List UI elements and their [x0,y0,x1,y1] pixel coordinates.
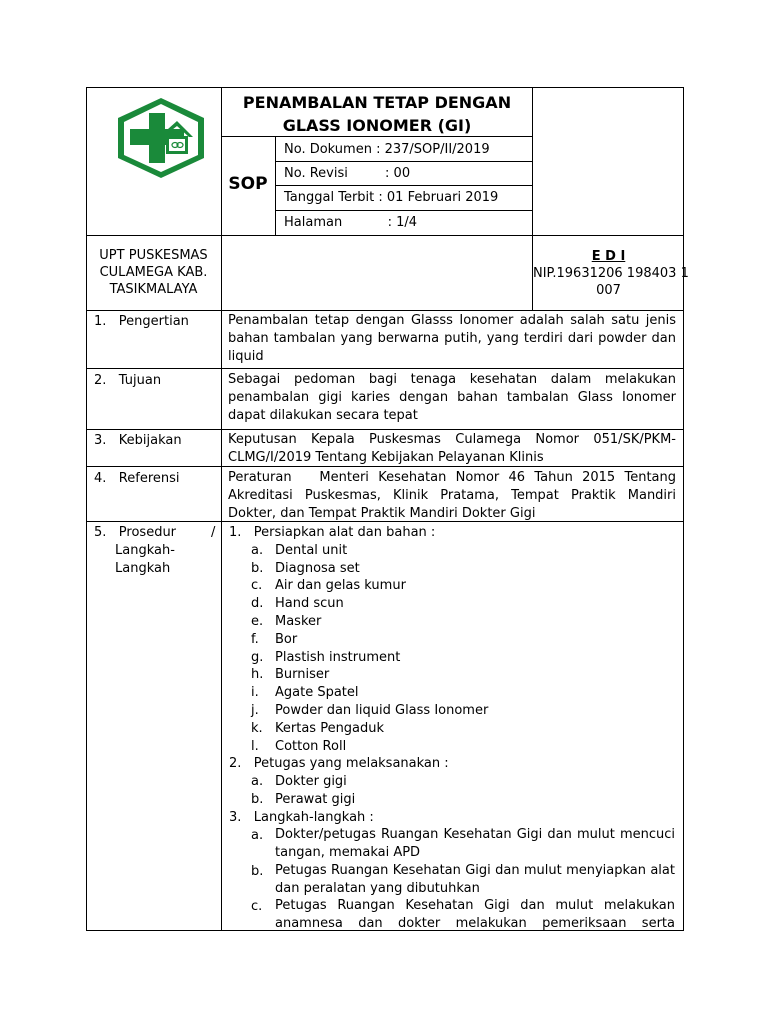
list-item-letter: b. [251,561,264,576]
kebijakan-text: Keputusan Kepala Puskesmas Culamega Nomor 051/SK/PKM-CLMG/I/2019 Tentang Kebijakan Pelayanan Klinis [228,432,676,465]
prosedur-label-line-3: Langkah [115,561,171,576]
list-item: Bor [275,632,298,647]
list-item: Dental unit [275,543,348,558]
revision-number: No. Revisi : 00 [284,166,411,181]
list-item-letter: h. [251,667,264,682]
issue-date: Tanggal Terbit : 01 Februari 2019 [284,190,499,205]
list-item: Plastish instrument [275,650,401,665]
list-item: Perawat gigi [275,792,356,807]
list-item-letter: l. [251,739,259,754]
signatory-nip-line-1: NIP.19631206 198403 1 [533,266,689,281]
list-item: Dokter/petugas Ruangan Kesehatan Gigi dan mulut mencuci tangan, memakai APD [275,827,675,860]
page-number: Halaman : 1/4 [284,215,418,230]
doc-number: No. Dokumen : 237/SOP/II/2019 [284,142,490,157]
title-line-1: PENAMBALAN TETAP DENGAN [242,93,512,112]
list-item-letter: k. [251,721,263,736]
list-item-letter: b. [251,792,264,807]
signatory-name: E D I [591,249,626,264]
prosedur-label-line-1: 5. Prosedur [94,525,177,540]
pengertian-label: 1. Pengertian [94,314,189,329]
prosedur-label-line-2: Langkah- [115,543,175,558]
title-line-2: GLASS IONOMER (GI) [282,116,472,135]
pengertian-text: Penambalan tetap dengan Glasss Ionomer adalah salah satu jenis bahan tambalan yang berwarna putih, yang terdiri dari powder dan liquid [228,313,676,364]
list-item-letter: e. [251,614,264,629]
list-item-letter: i. [251,685,259,700]
list-item: Agate Spatel [275,685,359,700]
list-item-letter: a. [251,774,264,789]
signatory-nip-line-2: 007 [596,283,621,298]
document-title [222,91,532,137]
list-item: Diagnosa set [275,561,360,576]
referensi-text: Peraturan Menteri Kesehatan Nomor 46 Tahun 2015 Tentang Akreditasi Puskesmas, Klinik Pratama, Tempat Praktik Mandiri Dokter, dan Tempat Praktik Mandiri Dokter Gigi [228,470,681,521]
list-item: Petugas Ruangan Kesehatan Gigi dan mulut menyiapkan alat dan peralatan yang dibutuhkan [275,863,675,896]
list-item: Dokter gigi [275,774,347,789]
list-item-letter: c. [251,899,263,914]
step-1-title: 1. Persiapkan alat dan bahan : [229,525,436,540]
signatory-block [533,248,689,299]
list-item-letter: d. [251,596,264,611]
list-item-letter: j. [251,703,259,718]
kebijakan-label: 3. Kebijakan [94,433,182,448]
list-item: Hand scun [275,596,344,611]
list-item: Masker [275,614,322,629]
prosedur-label-slash: / [211,525,216,540]
list-item-letter: g. [251,650,264,665]
list-item: Petugas Ruangan Kesehatan Gigi dan mulut melakukan anamnesa dan dokter melakukan pemeriksaan serta [275,898,675,931]
puskesmas-logo [113,95,209,181]
list-item: Kertas Pengaduk [275,721,385,736]
step-2-title: 2. Petugas yang melaksanakan : [229,756,449,771]
list-item: Air dan gelas kumur [275,578,406,593]
step-3-title: 3. Langkah-langkah : [229,810,374,825]
institution-name [86,247,221,298]
list-item-letter: a. [251,543,264,558]
list-item-letter: b. [251,864,264,879]
list-item: Burniser [275,667,330,682]
list-item: Cotton Roll [275,739,347,754]
institution-line-3: TASIKMALAYA [109,282,198,297]
institution-line-2: CULAMEGA KAB. [99,265,208,280]
tujuan-label: 2. Tujuan [94,373,162,388]
sop-label: SOP [228,174,268,194]
list-item-letter: a. [251,828,264,843]
list-item-letter: c. [251,578,263,593]
list-item-letter: f. [251,632,259,647]
list-item: Powder dan liquid Glass Ionomer [275,703,489,718]
institution-line-1: UPT PUSKESMAS [99,248,208,263]
tujuan-text: Sebagai pedoman bagi tenaga kesehatan dalam melakukan penambalan gigi karies dengan bahan tambalan Glass Ionomer dapat dilakukan secara tepat [228,372,676,423]
referensi-label: 4. Referensi [94,471,180,486]
